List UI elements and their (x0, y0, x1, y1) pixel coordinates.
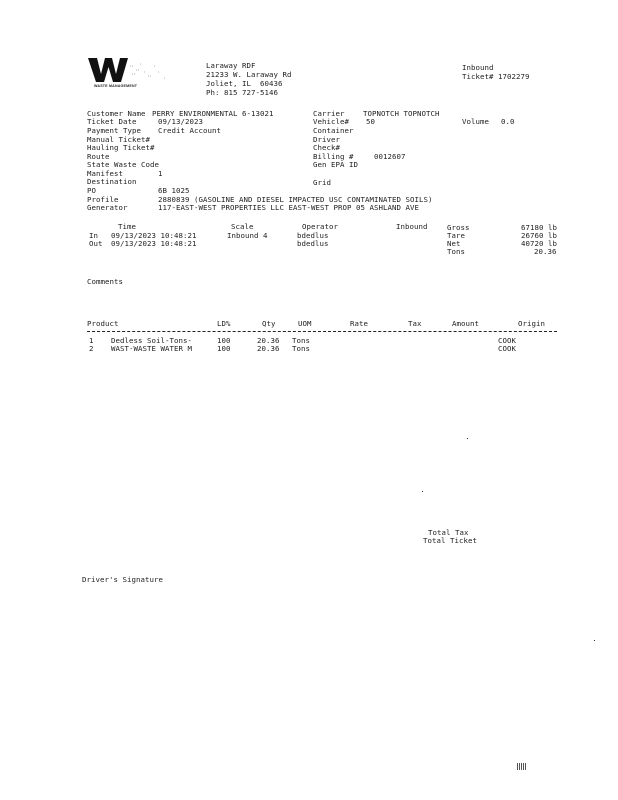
amount-header: Amount (452, 319, 479, 328)
check-label: Check# (313, 143, 340, 152)
po-label: PO (87, 186, 96, 195)
gross-value: 67180 lb (521, 223, 557, 232)
rate-header: Rate (350, 319, 368, 328)
customer-value: PERRY ENVIRONMENTAL 6-13021 (152, 109, 274, 118)
ld-header: LD% (217, 319, 231, 328)
waste-management-logo (88, 58, 172, 86)
net-value: 40720 lb (521, 239, 557, 248)
site-name: Laraway RDF (206, 61, 256, 70)
profile-value: 2880839 (GASOLINE AND DIESEL IMPACTED USC CONTAMINATED SOILS) (158, 195, 433, 204)
route-label: Route (87, 152, 110, 161)
product-header: Product (87, 319, 119, 328)
carrier-label: Carrier (313, 109, 345, 118)
site-phone: Ph: 815 727-5146 (206, 88, 278, 97)
row-origin: COOK (498, 336, 516, 345)
in-time: 09/13/2023 10:48:21 (111, 231, 197, 240)
row-number: 1 (89, 336, 94, 345)
ticket-type: Inbound (462, 63, 494, 72)
volume-label: Volume (462, 117, 489, 126)
carrier-value: TOPNOTCH TOPNOTCH (363, 109, 440, 118)
manual-ticket-label: Manual Ticket# (87, 135, 150, 144)
site-address: 21233 W. Laraway Rd (206, 70, 292, 79)
tax-header: Tax (408, 319, 422, 328)
vehicle-label: Vehicle# (313, 117, 349, 126)
scale-header: Scale (231, 222, 254, 231)
net-label: Net (447, 239, 461, 248)
driver-signature-label: Driver's Signature (82, 575, 163, 584)
customer-label: Customer Name (87, 109, 146, 118)
destination-label: Destination (87, 177, 137, 186)
out-time: 09/13/2023 10:48:21 (111, 239, 197, 248)
time-header: Time (118, 222, 136, 231)
uom-header: UOM (298, 319, 312, 328)
scan-speck (467, 438, 468, 439)
state-waste-label: State Waste Code (87, 160, 159, 169)
total-ticket-label: Total Ticket (423, 536, 477, 545)
total-tax-label: Total Tax (428, 528, 469, 537)
row-uom: Tons (292, 344, 310, 353)
gross-label: Gross (447, 223, 470, 232)
row-ld: 100 (217, 336, 231, 345)
tare-value: 26760 lb (521, 231, 557, 240)
out-operator: bdedlus (297, 239, 329, 248)
ticket-date-label: Ticket Date (87, 117, 137, 126)
row-product: WAST-WASTE WATER M (111, 344, 192, 353)
po-value: 6B 1025 (158, 186, 190, 195)
scan-speck (422, 491, 423, 492)
tons-label: Tons (447, 247, 465, 256)
generator-label: Generator (87, 203, 128, 212)
row-number: 2 (89, 344, 94, 353)
container-label: Container (313, 126, 354, 135)
qty-header: Qty (262, 319, 276, 328)
site-city: Joliet, IL 60436 (206, 79, 283, 88)
out-label: Out (89, 239, 103, 248)
row-uom: Tons (292, 336, 310, 345)
products-header-rule (87, 331, 557, 332)
volume-value: 0.0 (501, 117, 515, 126)
manifest-value: 1 (158, 169, 163, 178)
tare-label: Tare (447, 231, 465, 240)
logo-caption: WASTE MANAGEMENT (94, 84, 138, 88)
grid-label: Grid (313, 178, 331, 187)
in-scale: Inbound 4 (227, 231, 268, 240)
payment-value: Credit Account (158, 126, 221, 135)
in-label: In (89, 231, 98, 240)
in-operator: bdedlus (297, 231, 329, 240)
hauling-ticket-label: Hauling Ticket# (87, 143, 155, 152)
driver-label: Driver (313, 135, 340, 144)
profile-label: Profile (87, 195, 119, 204)
row-origin: COOK (498, 344, 516, 353)
row-qty: 20.36 (257, 336, 280, 345)
tons-value: 20.36 (534, 247, 557, 256)
inbound-header: Inbound (396, 222, 428, 231)
operator-header: Operator (302, 222, 338, 231)
gen-epa-label: Gen EPA ID (313, 160, 358, 169)
billing-value: 0012607 (374, 152, 406, 161)
payment-label: Payment Type (87, 126, 141, 135)
ticket-number: Ticket# 1702279 (462, 72, 530, 81)
row-ld: 100 (217, 344, 231, 353)
vehicle-value: 50 (366, 117, 375, 126)
fax-mark (517, 763, 527, 770)
origin-header: Origin (518, 319, 545, 328)
row-qty: 20.36 (257, 344, 280, 353)
billing-label: Billing # (313, 152, 354, 161)
row-product: Dedless Soil-Tons- (111, 336, 192, 345)
generator-value: 117-EAST-WEST PROPERTIES LLC EAST-WEST PROP 05 ASHLAND AVE (158, 203, 419, 212)
scan-speck (594, 640, 595, 641)
comments-label: Comments (87, 277, 123, 286)
ticket-date-value: 09/13/2023 (158, 117, 203, 126)
manifest-label: Manifest (87, 169, 123, 178)
